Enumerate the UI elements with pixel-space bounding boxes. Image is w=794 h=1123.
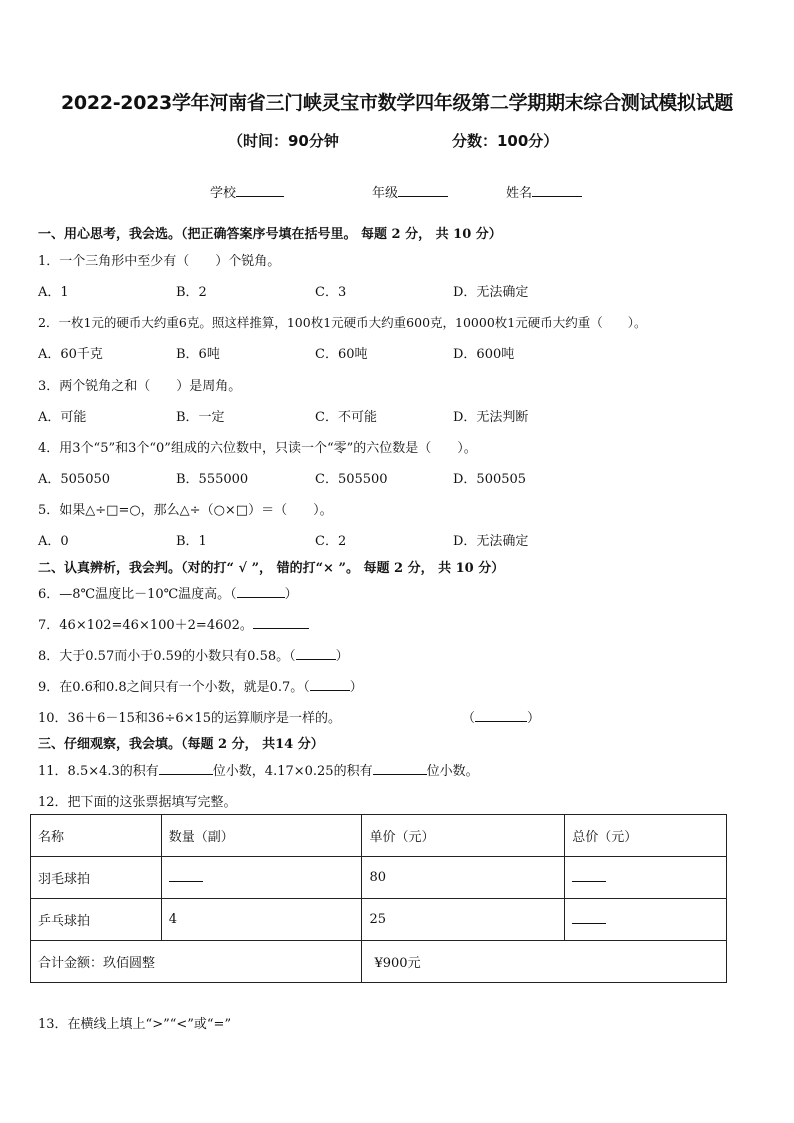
badminton-total-blank[interactable] — [572, 869, 606, 882]
question-6: 6．—8℃温度比－10℃温度高。（ ） — [38, 587, 298, 602]
name-field: 姓名 — [506, 182, 582, 201]
school-blank[interactable] — [236, 183, 284, 197]
question-13: 13．在横线上填上“>”“<”或“=” — [38, 1017, 232, 1032]
q2-option-d[interactable]: D．600吨 — [453, 347, 515, 362]
pingpong-total-blank[interactable] — [572, 911, 606, 924]
question-3: 3．两个锐角之和（ ）是周角。 — [38, 379, 242, 394]
q7-answer-blank[interactable] — [253, 616, 309, 629]
table-total-row — [31, 941, 727, 983]
question-4: 4．用3个“5”和3个“0”组成的六位数中，只读一个“零”的六位数是（ ）。 — [38, 441, 477, 456]
q4-option-a[interactable]: A．505050 — [38, 472, 111, 487]
page-title: 2022-2023学年河南省三门峡灵宝市数学四年级第二学期期末综合测试模拟试题 — [61, 92, 733, 114]
grade-blank[interactable] — [398, 183, 448, 197]
question-5: 5．如果△÷□=○，那么△÷（○×□）＝（ ）。 — [38, 503, 333, 518]
q8-answer-blank[interactable] — [296, 647, 336, 660]
table-row — [31, 857, 727, 899]
q1-option-b[interactable]: B．2 — [176, 285, 207, 300]
q5-option-c[interactable]: C．2 — [315, 534, 347, 549]
total-amount-label: 合计金额：玖佰圆整 — [31, 941, 362, 983]
q1-option-a[interactable]: A．1 — [38, 285, 69, 300]
q4-option-d[interactable]: D．500505 — [453, 472, 527, 487]
q9-answer-blank[interactable] — [310, 678, 350, 691]
q5-option-b[interactable]: B．1 — [176, 534, 207, 549]
table-cell-blank[interactable] — [565, 857, 727, 899]
name-blank[interactable] — [532, 183, 582, 197]
table-cell-blank[interactable] — [565, 899, 727, 941]
table-cell: 羽毛球拍 — [31, 857, 162, 899]
question-2: 2．一枚1元的硬币大约重6克。照这样推算，100枚1元硬币大约重600克，10000枚1元硬币大约重（ ）。 — [38, 315, 647, 330]
q6-answer-blank[interactable] — [237, 585, 285, 598]
q11-blank-1[interactable] — [159, 762, 213, 775]
question-8: 8．大于0.57而小于0.59的小数只有0.58。（ ） — [38, 649, 349, 664]
question-9: 9．在0.6和0.8之间只有一个小数，就是0.7。（ ） — [38, 680, 363, 695]
q10-answer: （ ） — [462, 711, 541, 726]
table-cell-blank[interactable] — [161, 857, 362, 899]
question-1: 1．一个三角形中至少有（ ）个锐角。 — [38, 254, 281, 269]
q4-option-b[interactable]: B．555000 — [176, 472, 249, 487]
table-header: 名称 — [31, 815, 162, 857]
q2-option-a[interactable]: A．60千克 — [38, 347, 103, 362]
school-field: 学校 — [210, 182, 284, 201]
question-12: 12．把下面的这张票据填写完整。 — [38, 795, 237, 810]
receipt-table — [30, 814, 727, 983]
table-header: 总价（元） — [565, 815, 727, 857]
question-7: 7．46×102=46×100＋2=4602。 — [38, 614, 309, 633]
section-1-heading: 一、用心思考，我会选。（把正确答案序号填在括号里。 每题 2 分， 共 10 分） — [38, 227, 502, 242]
table-header: 数量（副） — [161, 815, 362, 857]
question-11: 11．8.5×4.3的积有 位小数，4.17×0.25的积有 位小数。 — [38, 764, 479, 779]
q2-option-b[interactable]: B．6吨 — [176, 347, 220, 362]
q1-option-d[interactable]: D．无法确定 — [453, 285, 529, 300]
table-row — [31, 899, 727, 941]
table-cell: 80 — [362, 857, 565, 899]
q3-option-c[interactable]: C．不可能 — [315, 410, 377, 425]
q10-answer-blank[interactable] — [475, 709, 527, 722]
section-2-heading: 二、认真辨析，我会判。（对的打“ √ ”， 错的打“× ”。 每题 2 分， 共 10 分） — [38, 561, 505, 576]
q2-option-c[interactable]: C．60吨 — [315, 347, 368, 362]
grade-field: 年级 — [372, 182, 448, 201]
q3-option-b[interactable]: B．一定 — [176, 410, 225, 425]
question-10: 10．36＋6－15和36÷6×15的运算顺序是一样的。 — [38, 711, 342, 726]
table-cell: 4 — [161, 899, 362, 941]
badminton-quantity-blank[interactable] — [169, 869, 203, 882]
q1-option-c[interactable]: C．3 — [315, 285, 347, 300]
table-header: 单价（元） — [362, 815, 565, 857]
q5-option-d[interactable]: D．无法确定 — [453, 534, 529, 549]
table-cell: 乒乓球拍 — [31, 899, 162, 941]
section-3-heading: 三、仔细观察，我会填。（每题 2 分， 共14 分） — [38, 737, 324, 752]
q3-option-d[interactable]: D．无法判断 — [453, 410, 529, 425]
total-score: 分数：100分） — [452, 132, 559, 150]
table-cell: 25 — [362, 899, 565, 941]
total-amount-value: ¥900元 — [362, 941, 727, 983]
time-limit: （时间：90分钟 — [228, 132, 339, 150]
table-header-row — [31, 815, 727, 857]
q11-blank-2[interactable] — [373, 762, 427, 775]
q3-option-a[interactable]: A．可能 — [38, 410, 87, 425]
q5-option-a[interactable]: A．0 — [38, 534, 69, 549]
q4-option-c[interactable]: C．505500 — [315, 472, 388, 487]
